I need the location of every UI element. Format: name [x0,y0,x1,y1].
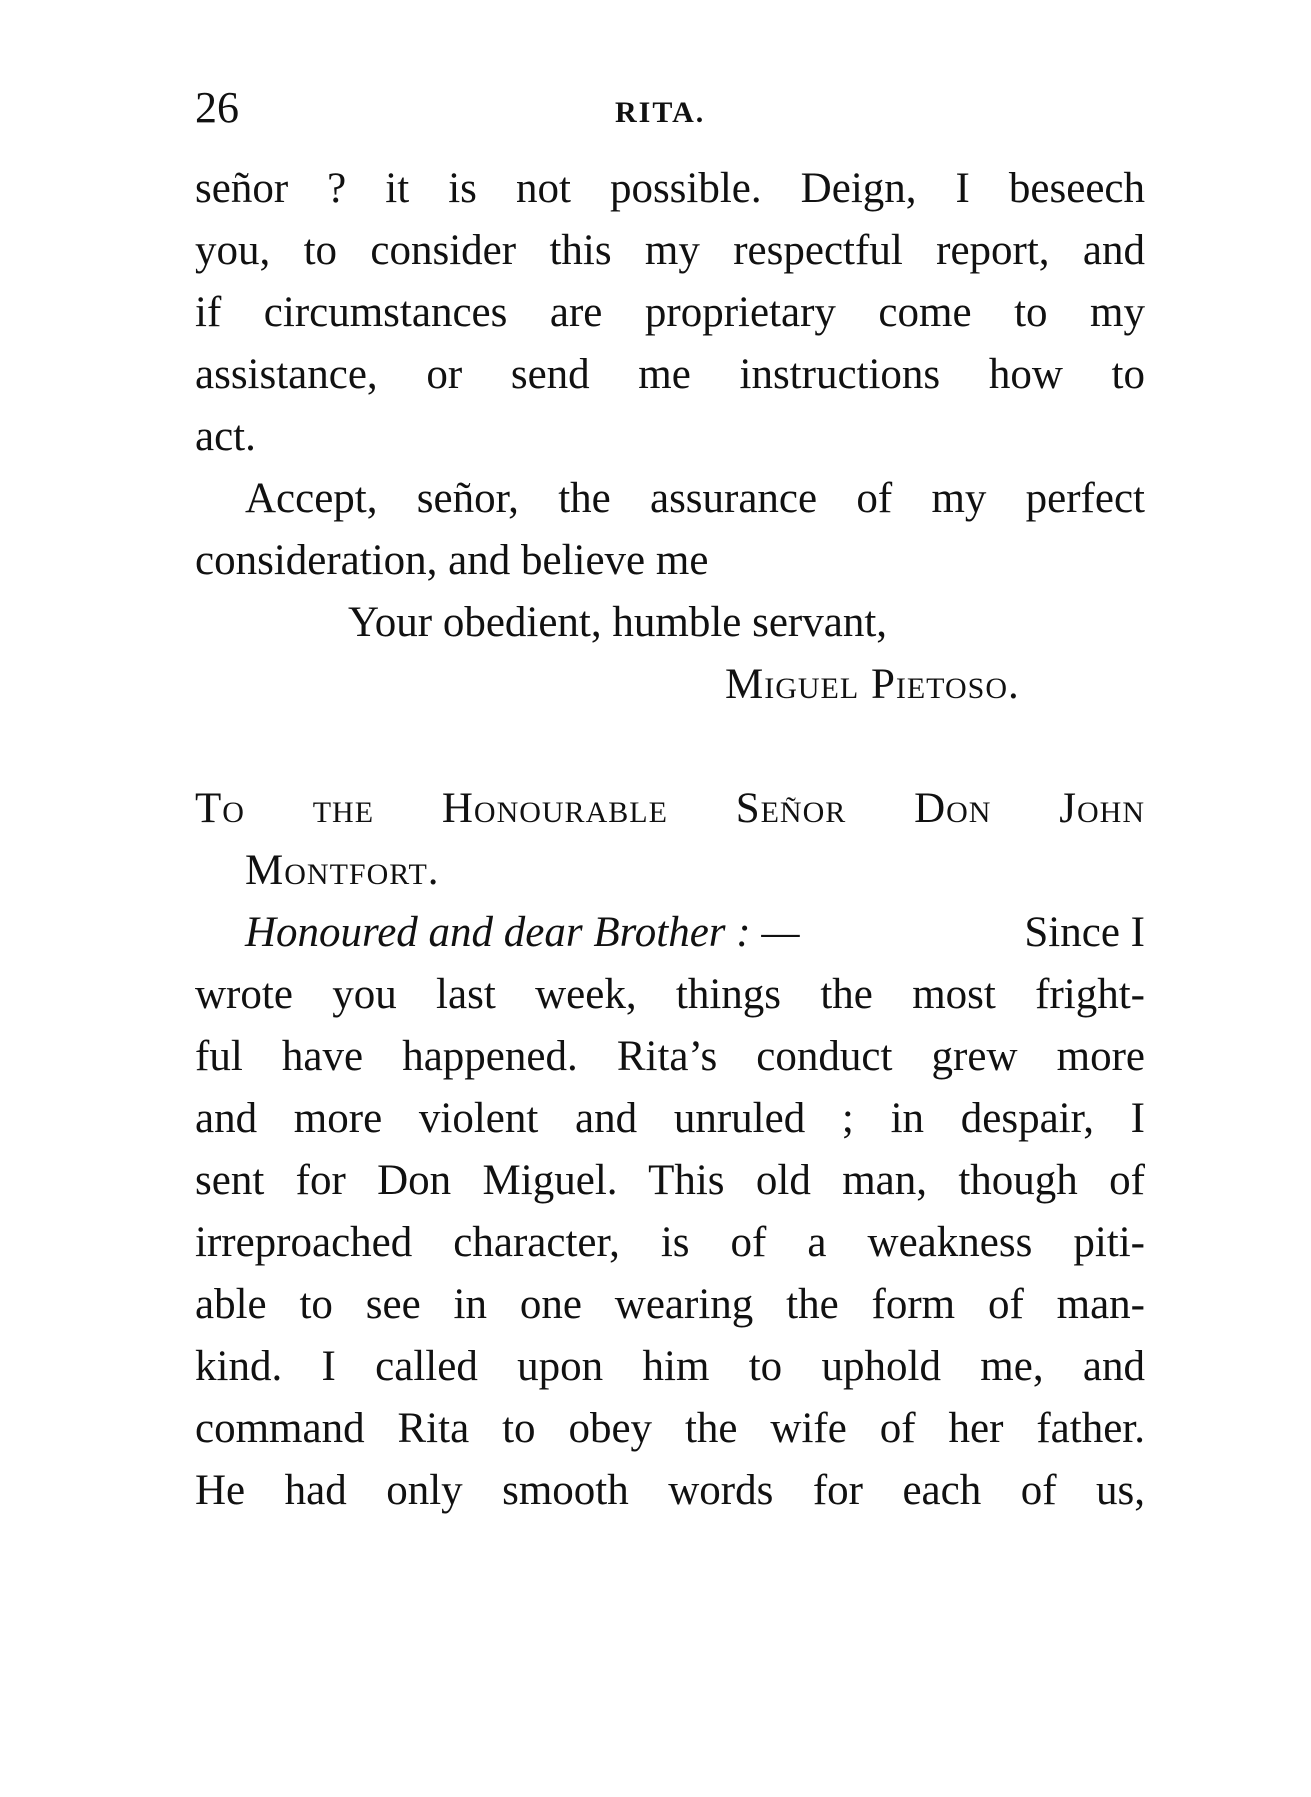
letter2-line-3: and more violent and unruled ; in despair, I [195,1095,1145,1142]
letter2-line-4: sent for Don Miguel. This old man, though of [195,1157,1145,1204]
letter2-address-line-2: Montfort. [245,847,440,894]
letter1-signature: Miguel Pietoso. [725,661,1020,708]
letter1-line-5: act. [195,413,256,460]
letter2-line-1: wrote you last week, things the most fright- [195,971,1145,1018]
letter1-line-1: señor ? it is not possible. Deign, I beseech [195,165,1145,212]
letter1-line-3: if circumstances are proprietary come to my [195,289,1145,336]
letter2-line-9: He had only smooth words for each of us, [195,1467,1145,1514]
page-number: 26 [195,83,239,132]
letter2-salutation: Honoured and dear Brother : — [245,909,800,956]
running-head [195,78,1155,138]
letter1-line-2: you, to consider this my respectful report, and [195,227,1145,274]
letter1-complimentary-close: Your obedient, humble servant, [348,599,888,646]
letter2-address-line-1: To the Honourable Señor Don John [195,785,1145,832]
letter2-line-6: able to see in one wearing the form of man- [195,1281,1145,1328]
letter1-closing-line-1: Accept, señor, the assurance of my perfect [245,475,1145,522]
letter2-line-2: ful have happened. Rita’s conduct grew more [195,1033,1145,1080]
letter2-line-5: irreproached character, is of a weakness piti- [195,1219,1145,1266]
letter2-line-7: kind. I called upon him to uphold me, and [195,1343,1145,1390]
letter1-line-4: assistance, or send me instructions how to [195,351,1145,398]
letter2-salutation-continuation: Since I [1024,909,1145,956]
running-title: RITA. [615,96,706,129]
letter2-line-8: command Rita to obey the wife of her father. [195,1405,1145,1452]
letter2-salutation-row [245,902,1145,964]
letter1-closing-line-2: consideration, and believe me [195,537,709,584]
